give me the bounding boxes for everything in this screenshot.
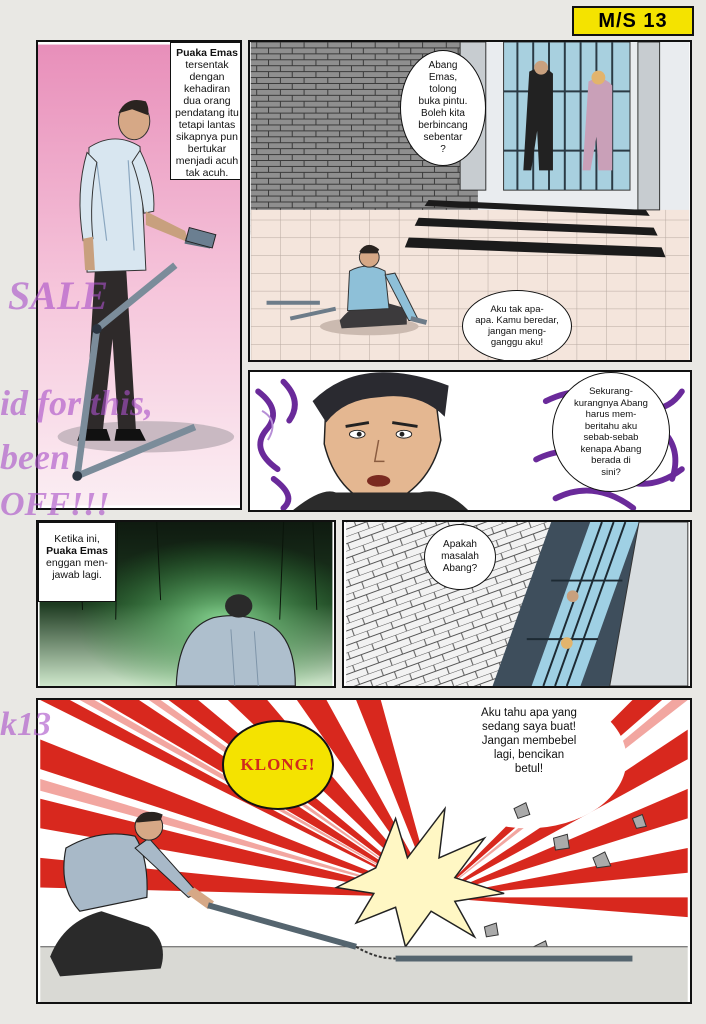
panel-5 [342, 520, 692, 688]
caption-name: Puaka Emas [46, 545, 108, 557]
caption-name: Puaka Emas [176, 47, 238, 59]
shout-line: Jangan membebel [481, 735, 577, 747]
panel-4 [36, 520, 336, 688]
bubble-line: Sekurang- [589, 386, 633, 397]
panel-3-bubble [552, 372, 670, 492]
panel-2 [248, 40, 692, 362]
panel-4-caption [38, 522, 116, 602]
panel-5-art [344, 522, 690, 686]
caption-post: enggan men-jawab lagi. [46, 557, 108, 581]
watermark-line-1: SALE [8, 273, 109, 318]
bubble-line: ? [440, 144, 446, 155]
bubble-line: sebab-sebab [583, 432, 639, 443]
bubble-line: berada di [591, 455, 631, 466]
bubble-line: sini? [601, 466, 621, 478]
bubble-line: jangan meng- [487, 326, 547, 337]
bubble-line: kenapa Abang [580, 443, 642, 455]
panel-6 [36, 698, 692, 1004]
watermark-line-3: been [0, 437, 70, 477]
bubble-line: berbincang [418, 120, 468, 131]
bubble-line: tolong [429, 84, 457, 95]
bubble-line: beritahu aku [584, 420, 638, 432]
bubble-line: Abang? [442, 563, 478, 574]
bubble-line: apa. Kamu beredar, [475, 315, 559, 326]
caption-pre: Ketika ini, [54, 533, 100, 545]
page-number-tag: M/S 13 [572, 6, 694, 36]
bubble-line: masalah [441, 551, 479, 562]
caption-text: tersentak dengan kehadiran dua orang pendatang itu tetapi lantas sikapnya pun bertukar menjadi acuh tak acuh. [175, 59, 239, 179]
shout-line: lagi, bencikan [493, 749, 565, 761]
panel-2-bubble-top [400, 50, 486, 166]
watermark-line-2: id for this, [0, 383, 154, 423]
bubble-line: Aku tak apa- [490, 304, 544, 315]
panel-2-bubble-bottom [462, 290, 572, 362]
bubble-line: ganggu aku! [490, 337, 544, 348]
bubble-line: Apakah [443, 539, 477, 550]
klong-sound-effect: KLONG! [222, 720, 334, 810]
bubble-line: buka pintu. [418, 96, 468, 107]
panel-6-shout-text [454, 706, 604, 776]
watermark-line-4: OFF!!! [0, 486, 110, 523]
bubble-line: harus mem- [585, 409, 637, 420]
bubble-line: kurangnya Abang [574, 397, 648, 409]
shout-line: betul! [514, 763, 544, 775]
panel-1 [36, 40, 242, 510]
panel-1-caption [170, 42, 242, 180]
panel-3 [248, 370, 692, 512]
shout-line: Aku tahu apa yang [481, 707, 577, 719]
bubble-line: sebentar [423, 132, 463, 143]
shout-line: sedang saya buat! [482, 721, 576, 733]
bubble-line: Abang [428, 60, 458, 71]
bubble-line: Boleh kita [421, 108, 465, 119]
watermark-line-5: k13 [0, 706, 51, 743]
bubble-line: Emas, [428, 72, 458, 83]
panel-5-bubble [424, 524, 496, 590]
